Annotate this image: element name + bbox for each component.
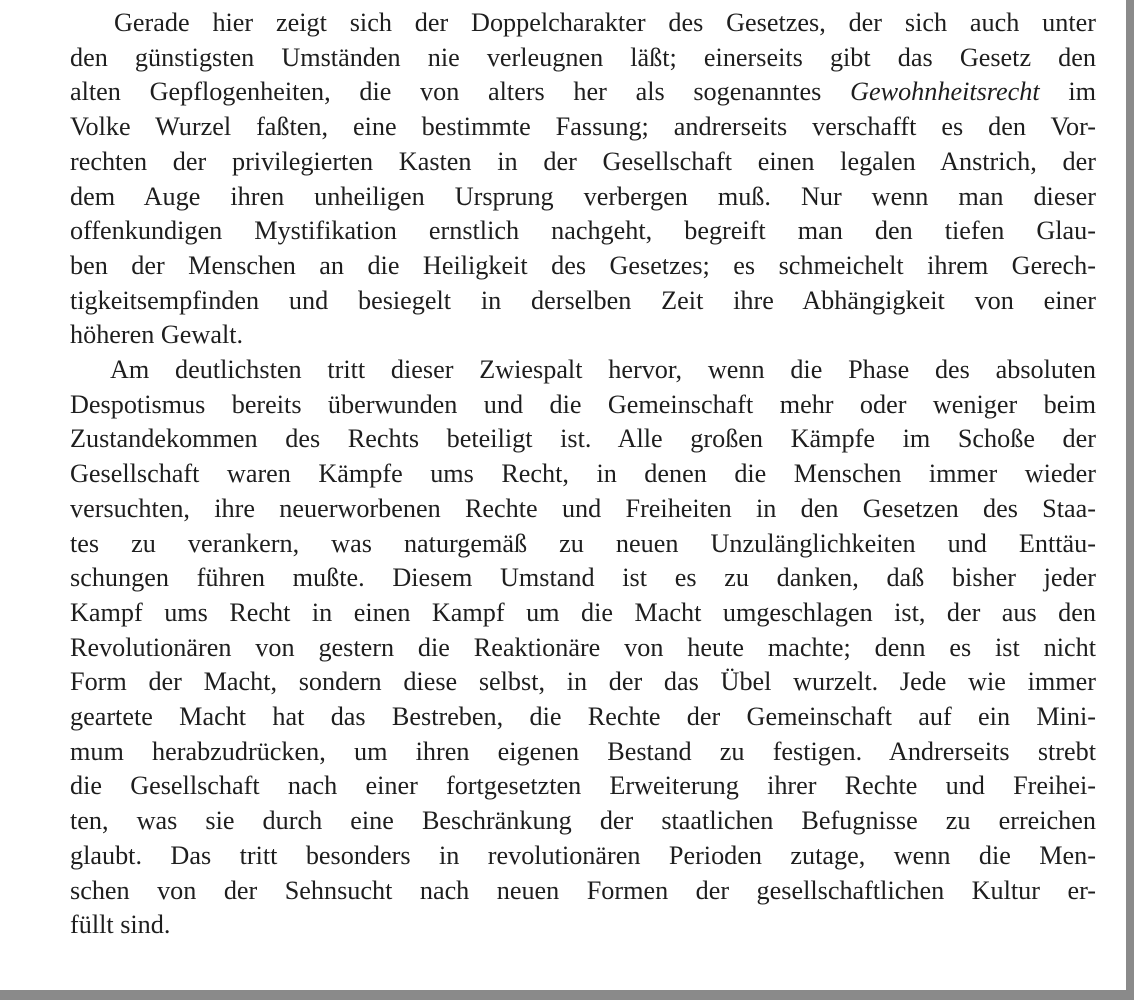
text-segment: im [1039, 77, 1096, 107]
text-line: Am deutlichsten tritt dieser Zwiespalt hervor, wenn die Phase des absoluten [110, 355, 1096, 385]
text-line: tigkeitsempfinden und besiegelt in derselben Zeit ihre Abhängigkeit von einer [70, 285, 1096, 315]
text-line: Volke Wurzel faßten, eine bestimmte Fassung; andrerseits verschafft es den Vor- [70, 112, 1096, 142]
text-line: Form der Macht, sondern diese selbst, in der das Übel wurzelt. Jede wie immer [70, 667, 1096, 697]
text-line: Gerade hier zeigt sich der Doppelcharakter des Gesetzes, der sich auch unter [114, 8, 1096, 37]
paragraph-2 [26, 353, 1096, 943]
emphasized-term: Gewohnheitsrecht [850, 77, 1040, 107]
document-body [26, 6, 1096, 943]
text-line: füllt sind. [70, 910, 171, 940]
text-line: höheren Gewalt. [70, 320, 244, 350]
text-line: Despotismus bereits überwunden und die Gemeinschaft mehr oder weniger beim [70, 389, 1096, 419]
text-line: Gesellschaft waren Kämpfe ums Recht, in denen die Menschen immer wieder [70, 459, 1096, 489]
text-line-with-emphasis [26, 75, 1096, 110]
text-line: ben der Menschen an die Heiligkeit des Gesetzes; es schmeichelt ihrem Gerech- [70, 250, 1096, 280]
text-line: rechten der privilegierten Kasten in der Gesellschaft einen legalen Anstrich, der [70, 146, 1096, 176]
text-line: glaubt. Das tritt besonders in revolutionären Perioden zutage, wenn die Men- [70, 840, 1096, 870]
text-line: geartete Macht hat das Bestreben, die Rechte der Gemeinschaft auf ein Mini- [70, 702, 1096, 732]
text-line: ten, was sie durch eine Beschränkung der staatlichen Befugnisse zu erreichen [70, 806, 1096, 836]
text-line: die Gesellschaft nach einer fortgesetzten Erweiterung ihrer Rechte und Freihei- [70, 771, 1096, 801]
text-line: offenkundigen Mystifikation ernstlich nachgeht, begreift man den tiefen Glau- [70, 216, 1096, 246]
text-line: Revolutionären von gestern die Reaktionäre von heute machte; denn es ist nicht [70, 632, 1096, 662]
text-line: schungen führen mußte. Diesem Umstand ist es zu danken, daß bisher jeder [70, 563, 1096, 593]
text-segment: alten Gepflogenheiten, die von alters her als sogenanntes [70, 77, 851, 107]
text-line: Kampf ums Recht in einen Kampf um die Macht umgeschlagen ist, der aus den [70, 597, 1096, 627]
paragraph-1 [26, 6, 1096, 353]
text-line: schen von der Sehnsucht nach neuen Formen der gesellschaftlichen Kultur er- [70, 875, 1096, 905]
text-line: tes zu verankern, was naturgemäß zu neuen Unzulänglichkeiten und Enttäu- [70, 528, 1096, 558]
text-line: den günstigsten Umständen nie verleugnen läßt; einerseits gibt das Gesetz den [70, 42, 1096, 72]
text-line: dem Auge ihren unheiligen Ursprung verbergen muß. Nur wenn man dieser [70, 181, 1096, 211]
text-line: versuchten, ihre neuerworbenen Rechte und Freiheiten in den Gesetzen des Staa- [70, 493, 1096, 523]
text-line: Zustandekommen des Rechts beteiligt ist. Alle großen Kämpfe im Schoße der [70, 424, 1096, 454]
text-line: mum herabzudrücken, um ihren eigenen Bestand zu festigen. Andrerseits strebt [70, 736, 1096, 766]
